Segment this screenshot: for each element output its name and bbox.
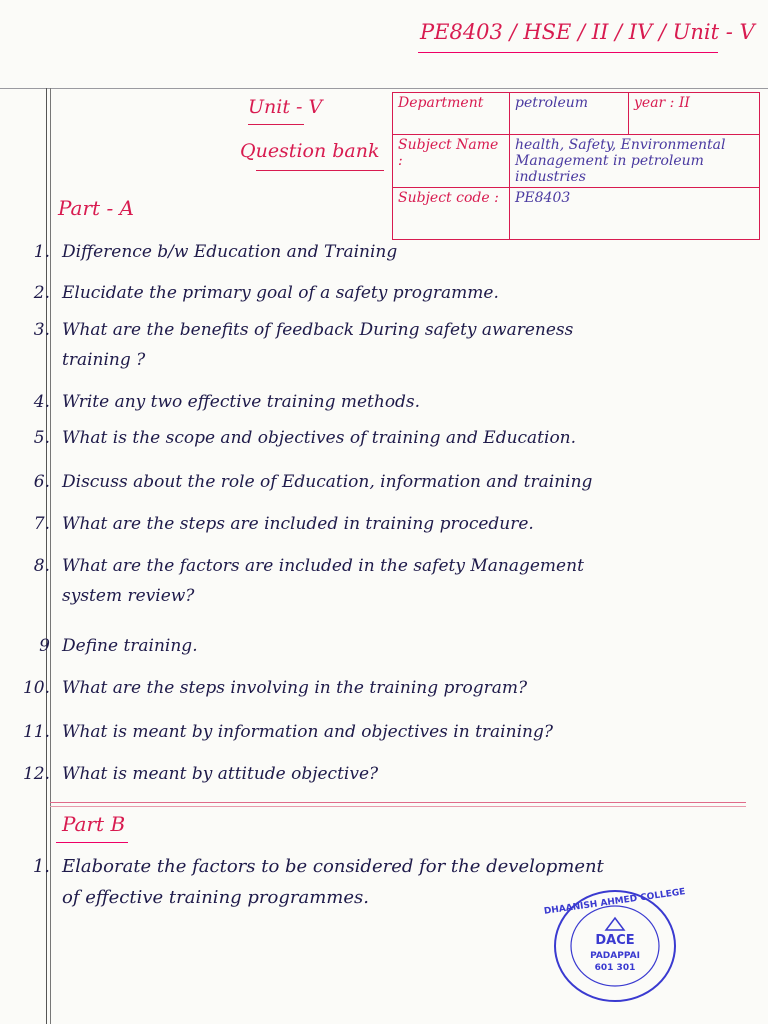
question-number: 7. <box>33 514 50 534</box>
question-number: 5. <box>33 428 50 448</box>
question-text-continued: training ? <box>62 350 146 370</box>
question-number: 12. <box>22 764 50 784</box>
question-text: What are the benefits of feedback During safety awareness <box>62 320 574 340</box>
question-item <box>33 556 584 606</box>
question-number: 9 <box>39 636 50 656</box>
question-number: 1. <box>33 242 50 262</box>
question-number: 2. <box>33 283 50 303</box>
subject-code-value: PE8403 <box>510 188 760 240</box>
year-label: year : II <box>629 93 760 135</box>
unit-underline <box>248 124 304 125</box>
department-value: petroleum <box>510 93 629 135</box>
question-item <box>33 320 574 370</box>
question-bank-title: Question bank <box>240 140 380 162</box>
section-divider-secondary <box>50 806 746 807</box>
part-a-heading: Part - A <box>58 196 134 220</box>
college-seal-stamp <box>543 887 687 1004</box>
question-text: Write any two effective training methods. <box>62 392 421 412</box>
question-text: What is meant by attitude objective? <box>62 764 379 784</box>
question-number: 10. <box>22 678 50 698</box>
question-item <box>33 472 593 492</box>
question-item <box>33 428 577 448</box>
svg-text:PADAPPAI: PADAPPAI <box>590 951 640 961</box>
question-text-continued: of effective training programmes. <box>62 887 369 908</box>
svg-text:DACE: DACE <box>595 933 635 948</box>
part-b-underline <box>56 842 128 843</box>
question-text: Elaborate the factors to be considered for the development <box>62 856 604 877</box>
question-item <box>22 764 379 784</box>
question-item <box>32 856 604 908</box>
unit-title: Unit - V <box>248 96 323 118</box>
question-text: Elucidate the primary goal of a safety programme. <box>62 283 499 303</box>
top-rule <box>0 88 768 89</box>
question-text: Define training. <box>62 636 198 656</box>
question-item <box>22 678 528 698</box>
question-item <box>33 242 398 262</box>
subject-info-table <box>392 92 760 240</box>
question-bank-underline <box>256 170 384 171</box>
question-text: What is meant by information and objectives in training? <box>62 722 553 742</box>
svg-text:601 301: 601 301 <box>594 963 636 973</box>
question-text: What is the scope and objectives of training and Education. <box>62 428 577 448</box>
question-text: What are the factors are included in the safety Management <box>62 556 584 576</box>
question-text: Difference b/w Education and Training <box>62 242 398 262</box>
question-item <box>33 283 499 303</box>
question-item <box>39 636 198 656</box>
question-number: 1. <box>32 856 50 877</box>
margin-line-inner <box>50 88 51 1024</box>
question-text: Discuss about the role of Education, information and training <box>62 472 593 492</box>
department-label: Department <box>393 93 510 135</box>
question-number: 4. <box>33 392 50 412</box>
question-number: 6. <box>33 472 50 492</box>
header-underline <box>418 52 718 53</box>
question-text: What are the steps are included in training procedure. <box>62 514 534 534</box>
subject-name-value: health, Safety, Environmental Management in petroleum industries <box>510 135 760 188</box>
question-item <box>22 722 553 742</box>
svg-text:DHAANISH AHMED COLLEGE: DHAANISH AHMED COLLEGE <box>543 887 687 917</box>
section-divider <box>50 802 746 803</box>
question-item <box>33 392 421 412</box>
question-text: What are the steps involving in the training program? <box>62 678 528 698</box>
part-b-heading: Part B <box>62 812 126 836</box>
question-number: 3. <box>33 320 50 340</box>
question-text-continued: system review? <box>62 586 195 606</box>
question-item <box>33 514 534 534</box>
subject-code-label: Subject code : <box>393 188 510 240</box>
question-number: 11. <box>22 722 50 742</box>
subject-name-label: Subject Name : <box>393 135 510 188</box>
course-code-header: PE8403 / HSE / II / IV / Unit - V <box>420 20 755 44</box>
question-number: 8. <box>33 556 50 576</box>
